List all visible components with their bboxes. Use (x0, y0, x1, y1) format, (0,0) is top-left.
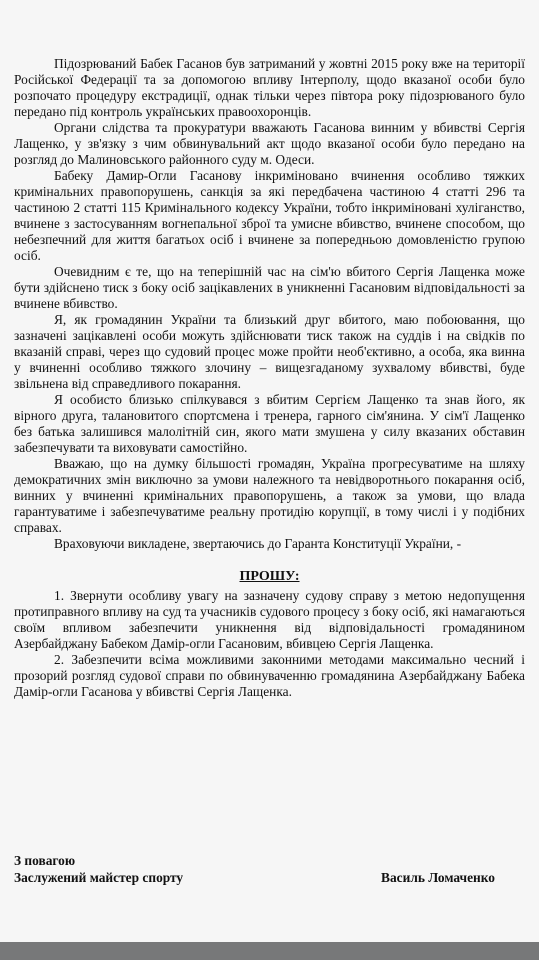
request-item: 1. Звернути особливу увагу на зазначену судову справу з метою недопущення протиправного впливу на суд та учасників судового процесу з боку осіб, які намагаються своїм впливом забезпечити уникнення від відповідальності громадянином Азербайджану Бабеком Дамір-огли Гасановим, вбивцею Сергія Лащенка. (14, 588, 525, 651)
letter-body (14, 56, 525, 700)
signer-title: Заслужений майстер спорту (14, 870, 184, 885)
bottom-gray-bar (0, 942, 539, 960)
paragraph: Органи слідства та прокуратури вважають Гасанова винним у вбивстві Сергія Лащенко, у зв'язку з чим обвинувальний акт щодо вказаної особи було передано на розгляд до Малиновського районного суду м. Одеси. (14, 120, 525, 167)
paragraph: Підозрюваний Бабек Гасанов був затриманий у жовтні 2015 року вже на території Російської Федерації та за допомогою впливу Інтерполу, щодо вказаної особи було розпочато процедуру екстрадиції, однак тільки через півтора року підозрюваного було передано під контроль українських правоохоронців. (14, 56, 525, 119)
paragraph: Бабеку Дамир-Огли Гасанову інкриміновано вчинення особливо тяжких кримінальних правопорушень, санкція за які передбачена частиною 4 статті 296 та частиною 2 статті 115 Кримінального кодексу України, тобто інкриміновані хуліганство, вчинене з застосуванням вогнепальної зброї та умисне вбивство, вчинене способом, що небезпечний для життя багатьох осіб і вчинене за попередньою домовленістю групою осіб. (14, 168, 525, 263)
request-heading: ПРОШУ: (239, 569, 300, 584)
signer-name: Василь Ломаченко (381, 870, 495, 885)
paragraph: Очевидним є те, що на теперішній час на сім'ю вбитого Сергія Лащенка може бути здійснено тиск з боку осіб зацікавлених в уникненні Гасановим відповідальності за вчинене вбивство. (14, 264, 525, 311)
closing-line: З повагою (14, 853, 76, 868)
paragraph: Я особисто близько спілкувався з вбитим Сергієм Лащенко та знав його, як вірного друга, талановитого спортсмена і тренера, гарного сім'янина. У сім'ї Лащенко без батька залишився малолітній син, якого мати змушена у силу вказаних обставин забезпечувати та виховувати самостійно. (14, 392, 525, 455)
paragraph: Я, як громадянин України та близький друг вбитого, маю побоювання, що зазначені зацікавлені особи можуть здійснювати тиск також на суддів і на свідків по вказаній справі, через що судовий процес може пройти необ'єктивно, а особа, яка винна у вчиненні особливо тяжкого злочину – вищезгаданому зухвалому вбивстві, буде звільнена від справедливого покарання. (14, 312, 525, 391)
paragraph: Враховуючи викладене, звертаючись до Гаранта Конституції України, - (54, 536, 462, 551)
request-item: 2. Забезпечити всіма можливими законними методами максимально чесний і прозорий розгляд судової справи по обвинуваченню громадянина Азербайджану Бабека Дамір-огли Гасанова у вбивстві Сергія Лащенка. (14, 652, 525, 699)
signature-block (14, 852, 525, 886)
signature-row (14, 869, 525, 886)
paragraph: Вважаю, що на думку більшості громадян, Україна прогресуватиме на шляху демократичних змін виключно за умови належного та невідворотнього покарання осіб, винних у вчиненні кримінальних правопорушень, а також за умови, що влада гарантуватиме і забезпечуватиме реальну протидію корупції, в тому числі і у подібних справах. (14, 456, 525, 535)
